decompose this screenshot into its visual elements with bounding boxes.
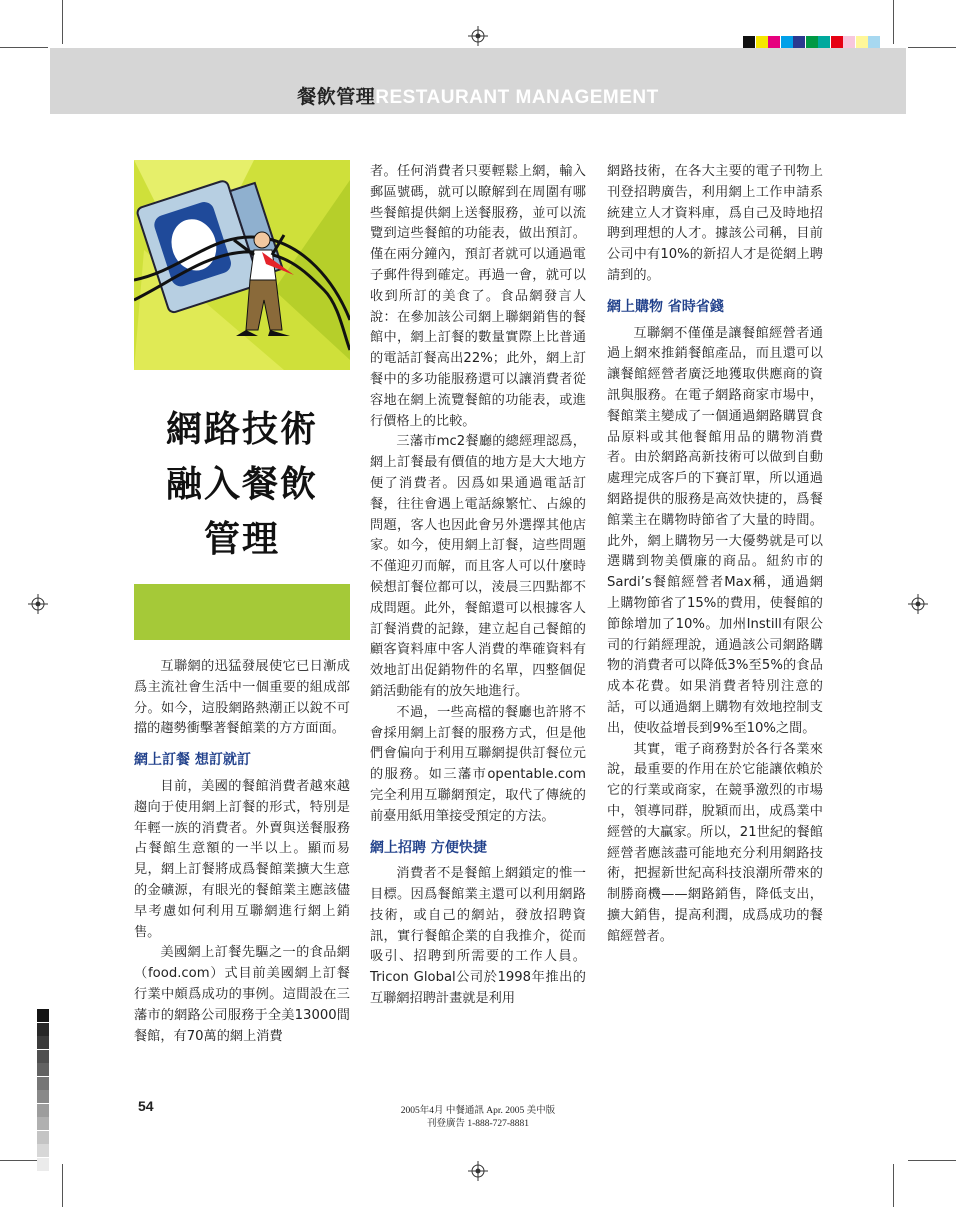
footer-line: 刊登廣告 1-888-727-8881 [426, 1119, 530, 1129]
body-paragraph: 目前，美國的餐館消費者越來越趨向于使用網上訂餐的形式，特別是年輕一族的消費者。外賣與送餐服務占餐館生意額的一半以上。顯而易見，網上訂餐將成爲餐館業擴大生意的金礦源，有眼光的餐館業主應該儘早考慮如何利用互聯網進行網上銷售。 [134, 778, 350, 940]
gray-step [37, 1131, 49, 1144]
gray-step [37, 1090, 49, 1103]
body-paragraph: 消費者不是餐館上網鎖定的惟一目標。因爲餐館業主還可以利用網路技術，或自己的網站，發放招聘資訊，實行餐館企業的自我推介，從而吸引、招聘到所需要的工作人員。Tricon Global公司於1998年推出的互聯網招聘計畫就是利用 [370, 866, 586, 1007]
color-swatch [818, 36, 830, 48]
color-swatch [768, 36, 780, 48]
body-paragraph: 不過，一些高檔的餐廳也許將不會採用網上訂餐的服務方式，但是他們會偏向于利用互聯網提供訂餐位元的服務。如三藩市opentable.com完全利用互聯網預定，取代了傳統的前臺用紙用筆接受預定的方法。 [370, 704, 586, 824]
column-2 [370, 162, 586, 1010]
column-1 [134, 657, 350, 1047]
gray-step [37, 1077, 49, 1090]
section-header [0, 82, 956, 109]
section-subheading: 網上訂餐 想訂就訂 [134, 752, 251, 769]
crop-mark [908, 47, 956, 48]
gray-step [37, 1009, 49, 1022]
registration-mark-icon [468, 26, 488, 46]
footer [330, 1105, 626, 1131]
registration-mark-icon [908, 594, 928, 614]
section-subheading: 網上購物 省時省錢 [607, 298, 724, 315]
page-number: 54 [138, 1098, 154, 1114]
color-swatch [781, 36, 793, 48]
gray-step [37, 1144, 49, 1157]
gray-step [37, 1063, 49, 1076]
gray-step [37, 1023, 49, 1036]
gray-step [37, 1104, 49, 1117]
section-subheading: 網上招聘 方便快捷 [370, 839, 487, 856]
registration-mark-icon [28, 594, 48, 614]
color-swatch [793, 36, 805, 48]
computer-illustration [134, 160, 350, 370]
section-header-zh: 餐飲管理 [297, 86, 376, 108]
body-paragraph: 互聯網不僅僅是讓餐館經營者通過上網來推銷餐館產品，而且還可以讓餐館經營者廣泛地獲取供應商的資訊與服務。在電子網路商家市場中，餐館業主變成了一個通過網路購買食品原料或其他餐館用品的購物消費者。由於網路高新技術可以做到自動處理完成客戶的下賽訂單，所以通過網路提供的服務是高效快捷的，爲餐館業主在購物時節省了大量的時間。此外，網上購物另一大優勢就是可以選購到物美價廉的商品。紐約市的Sardi’s餐館經營者Max稱，通過網上購物節省了15%的費用，使餐館的節餘增加了10%。加州Instill有限公司的行銷經理說，通過該公司網路購物的消費者可以降低3%至5%的食品成本花費。如果消費者特別注意的話，可以通過網上購物有效地控制支出，使收益增長到9%至10%之間。 [607, 325, 823, 736]
article-title [134, 402, 350, 567]
crop-mark [908, 1160, 956, 1161]
color-swatch [806, 36, 818, 48]
article-title-line: 網路技術 [165, 409, 318, 450]
color-swatch [743, 36, 755, 48]
color-swatch [856, 36, 868, 48]
body-paragraph: 三藩市mc2餐廳的總經理認爲，網上訂餐最有價值的地方是大大地方便了消費者。因爲如果通過電話訂餐，往往會遇上電話線繁忙、占線的問題，客人也因此會另外選擇其他店家。如今，使用網上訂餐，這些問題不僅迎刃而解，而且客人可以什麼時候想訂餐位都可以，淩晨三四點都不成問題。此外，餐館還可以根據客人訂餐消費的記錄，建立起自己餐館的顧客資料庫中客人消費的準確資料有效地訂出促銷物件的名單，四整個促銷活動能有的放矢地進行。 [370, 434, 586, 699]
gray-step [37, 1158, 49, 1171]
crop-mark [62, 0, 63, 44]
body-paragraph: 者。任何消費者只要輕鬆上網，輸入郵區號碼，就可以瞭解到在周圍有哪些餐館提供網上送餐服務，並可以流覽到這些餐館的功能表，做出預訂。僅在兩分鐘內，預訂者就可以通過電子郵件得到確定。再過一會，就可以收到所訂的美食了。食品網發言人說：在參加該公司網上聯網銷售的餐館中，網上訂餐的數量實際上比普通的電話訂餐高出22%；此外，網上訂餐中的多功能服務還可以讓消費者從容地在網上流覽餐館的功能表，或進行價格上的比較。 [370, 164, 586, 429]
gray-step [37, 1050, 49, 1063]
crop-mark [62, 1164, 63, 1207]
body-paragraph: 美國網上訂餐先驅之一的食品網（food.com）式目前美國網上訂餐行業中頗爲成功的事例。這間設在三藩市的網路公司服務于全美13000間餐館，有70萬的網上消費 [134, 945, 350, 1044]
body-paragraph: 其實，電子商務對於各行各業來說，最重要的作用在於它能讓依賴於它的行業或商家，在競爭激烈的市場中，領導同群，脫穎而出，成爲業中經營的大贏家。所以，21世紀的餐館經營者應該盡可能地充分利用網路技術，把握新世紀高科技浪潮所帶來的制勝商機——網路銷售，降低支出，擴大銷售，提高利潤，成爲成功的餐館經營者。 [607, 741, 823, 944]
footer-line: 2005年4月 中餐通訊 Apr. 2005 美中版 [400, 1106, 556, 1116]
color-swatch [868, 36, 880, 48]
crop-mark [893, 0, 894, 44]
color-swatch [756, 36, 768, 48]
registration-mark-icon [468, 1161, 488, 1181]
color-swatch [843, 36, 855, 48]
article-title-line: 管理 [203, 519, 280, 560]
color-swatch [831, 36, 843, 48]
section-header-en: RESTAURANT MANAGEMENT [375, 87, 659, 108]
green-accent-bar [134, 584, 350, 640]
gray-step [37, 1036, 49, 1049]
body-paragraph: 網路技術，在各大主要的電子刊物上刊登招聘廣告，利用網上工作申請系統建立人才資料庫，爲自己及時地招聘到理想的人才。據該公司稱，目前公司中有10%的新招人才是從網上聘請到的。 [607, 164, 823, 283]
crop-mark [893, 1164, 894, 1207]
article-title-line: 融入餐飲 [165, 464, 318, 505]
body-paragraph: 互聯網的迅猛發展使它已日漸成爲主流社會生活中一個重要的組成部分。如今，這股網路熱潮正以銳不可擋的趨勢衝擊著餐館業的方方面面。 [134, 659, 350, 737]
gray-step [37, 1117, 49, 1130]
column-3 [607, 162, 823, 947]
crop-mark [0, 47, 48, 48]
